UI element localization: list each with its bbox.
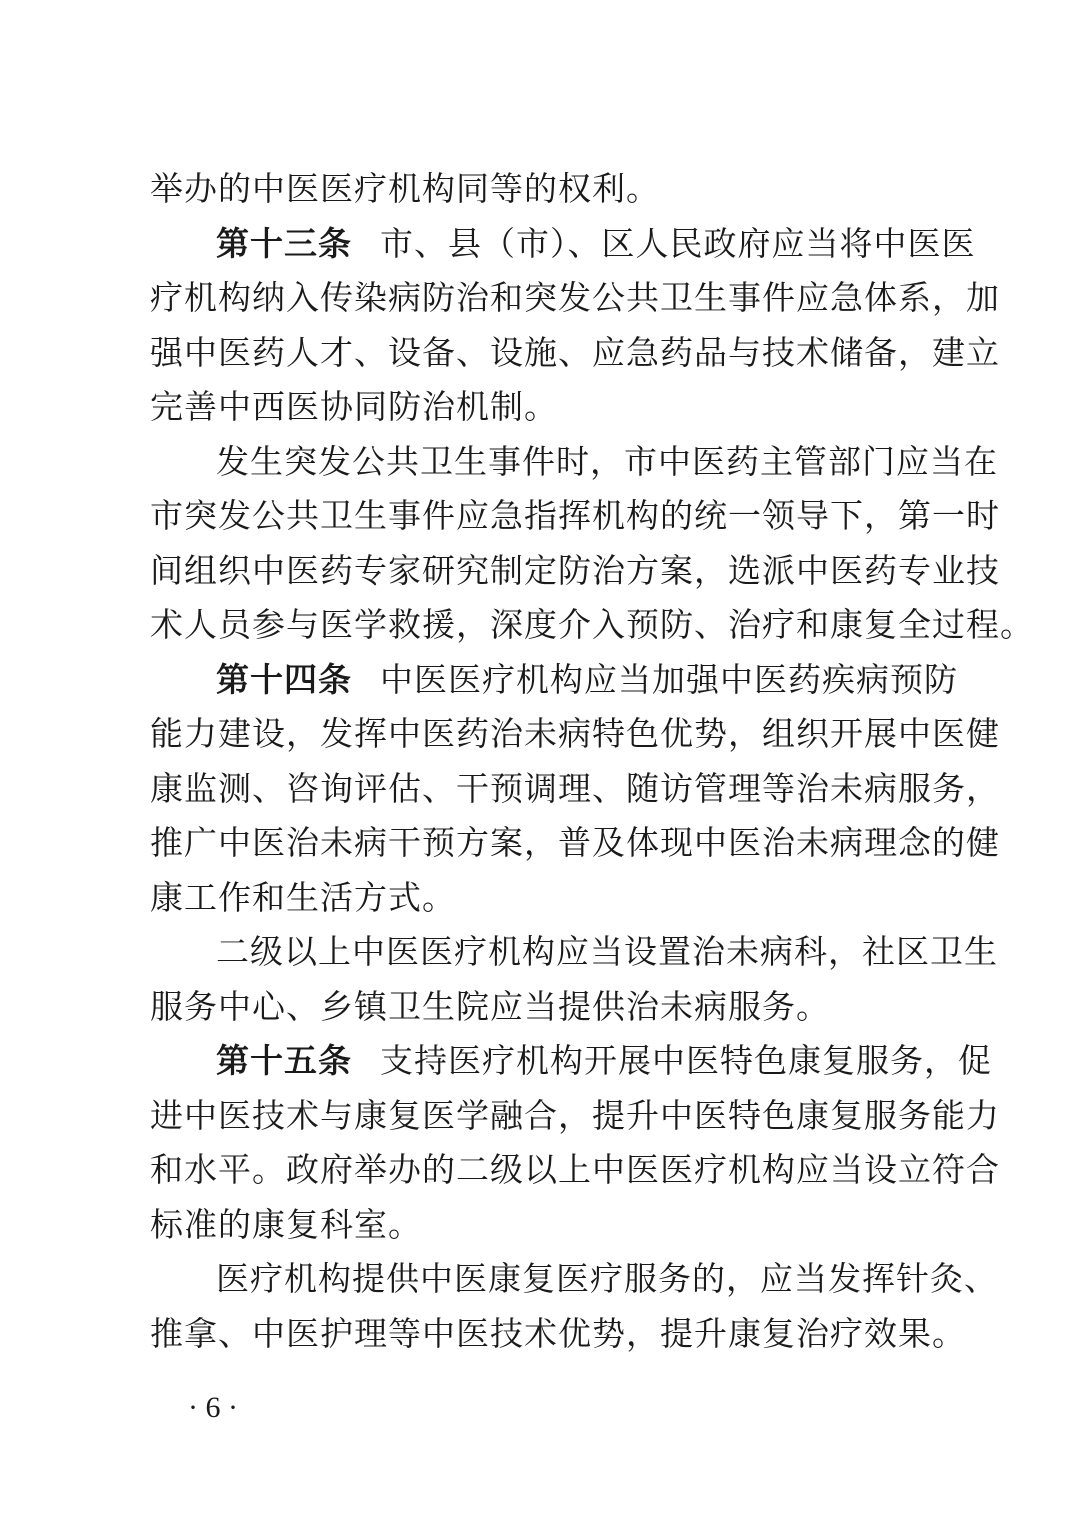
article-15-line xyxy=(150,1034,992,1089)
article-text: 中医医疗机构应当加强中医药疾病预防 xyxy=(380,659,958,699)
text-line-5: 完善中西医协同防治机制。 xyxy=(150,387,558,426)
text-line-14: 康工作和生活方式。 xyxy=(150,877,456,917)
text-line-19: 和水平。政府举办的二级以上中医医疗机构应当设立符合 xyxy=(150,1150,1000,1189)
article-text: 市、县（市）、区人民政府应当将中医医 xyxy=(380,223,976,263)
text-line-18: 进中医技术与康复医学融合，提升中医特色康复服务能力 xyxy=(150,1095,1000,1135)
article-13-line xyxy=(150,217,976,272)
text-line-9: 术人员参与医学救援，深度介入预防、治疗和康复全过程。 xyxy=(150,605,1034,644)
text-line-11: 能力建设，发挥中医药治未病特色优势，组织开展中医健 xyxy=(150,714,1000,753)
text-line-8: 间组织中医药专家研究制定防治方案，选派中医药专业技 xyxy=(150,550,1000,590)
page-number: · 6 · xyxy=(188,1391,238,1424)
text-line-22: 推拿、中医护理等中医技术优势，提升康复治疗效果。 xyxy=(150,1313,966,1353)
text-line-20: 标准的康复科室。 xyxy=(150,1204,422,1244)
text-line-12: 康监测、咨询评估、干预调理、随访管理等治未病服务， xyxy=(150,768,1000,808)
text-line-6: 发生突发公共卫生事件时，市中医药主管部门应当在 xyxy=(216,441,998,481)
text-line-15: 二级以上中医医疗机构应当设置治未病科，社区卫生 xyxy=(216,932,998,971)
article-14-line xyxy=(150,653,958,708)
text-line-3: 疗机构纳入传染病防治和突发公共卫生事件应急体系，加 xyxy=(150,278,1000,317)
article-text: 支持医疗机构开展中医特色康复服务，促 xyxy=(380,1041,992,1080)
text-line-21: 医疗机构提供中医康复医疗服务的，应当发挥针灸、 xyxy=(216,1259,998,1298)
document-body xyxy=(150,162,1034,1361)
text-line-16: 服务中心、乡镇卫生院应当提供治未病服务。 xyxy=(150,986,830,1026)
article-heading-13: 第十三条 xyxy=(216,223,352,263)
text-line-1: 举办的中医医疗机构同等的权利。 xyxy=(150,169,660,208)
text-line-4: 强中医药人才、设备、设施、应急药品与技术储备，建立 xyxy=(150,332,1000,372)
text-line-13: 推广中医治未病干预方案，普及体现中医治未病理念的健 xyxy=(150,823,1000,862)
text-line-7: 市突发公共卫生事件应急指挥机构的统一领导下，第一时 xyxy=(150,496,1000,535)
article-heading-15: 第十五条 xyxy=(216,1041,352,1080)
article-heading-14: 第十四条 xyxy=(216,659,352,699)
